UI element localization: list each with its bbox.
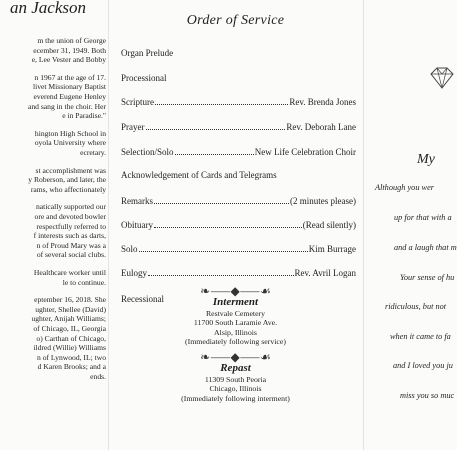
tribute-line: and a laugh that m	[394, 243, 457, 252]
repast-line: Chicago, Illinois	[209, 384, 262, 394]
service-item	[121, 244, 356, 255]
order-of-service-panel	[108, 0, 363, 450]
dot-leader	[154, 196, 289, 204]
obituary-line: of Chicago, IL, Georgia	[33, 324, 106, 333]
repast-line: (Immediately following interment)	[181, 393, 290, 403]
tribute-line: Although you wer	[375, 183, 434, 192]
obituary-panel	[0, 0, 108, 450]
service-item-label: Organ Prelude	[121, 48, 174, 58]
tribute-line: when it came to fa	[390, 332, 451, 341]
obituary-line: le to continue.	[62, 277, 106, 287]
obituary-line: ildred (Willie) Williams	[33, 343, 106, 353]
service-item-label: Recessional	[121, 294, 164, 304]
service-item-label: Prayer	[121, 122, 145, 132]
interment-line: Restvale Cemetery	[205, 309, 266, 318]
service-item-label: Remarks	[121, 196, 153, 206]
dot-leader	[155, 97, 288, 105]
obituary-line: ore and devoted bowler	[34, 212, 106, 221]
dot-leader	[154, 220, 302, 228]
obituary-line: ecember 31, 1949. Both	[33, 45, 106, 55]
interment-line: Alsip, Illinois	[214, 327, 257, 337]
service-item	[121, 48, 356, 59]
obituary-line: f interests such as darts,	[33, 231, 106, 241]
repast-line: 11309 South Peoria	[204, 375, 267, 384]
flourish-ornament-top: ❧⸺◆⸺☙	[200, 284, 271, 298]
obituary-line: hington High School in	[34, 128, 106, 138]
flourish-ornament-middle: ❧⸺◆⸺☙	[200, 350, 271, 364]
service-item-participant: Rev. Deborah Lane	[286, 122, 356, 132]
repast-heading: Repast	[220, 362, 251, 374]
obituary-line: n 1967 at the age of 17.	[34, 72, 106, 82]
interment-line: 11700 South Laramie Ave.	[193, 318, 278, 328]
service-item-participant: (Read silently)	[302, 220, 356, 230]
service-item	[121, 73, 356, 84]
service-item-label: Eulogy	[121, 268, 147, 278]
service-item	[121, 97, 356, 108]
obituary-line: ends.	[90, 372, 106, 381]
service-item-label: Processional	[121, 73, 167, 83]
service-item-label: Selection/Solo	[121, 147, 174, 157]
obituary-line: rams, who affectionately	[30, 184, 106, 194]
service-item-participant: (2 minutes please)	[290, 196, 356, 206]
diamond-emblem-icon	[427, 62, 457, 92]
dot-leader	[146, 122, 286, 130]
obituary-line: n of Lynwood, IL; two	[37, 352, 106, 362]
obituary-line: of several social clubs.	[36, 250, 106, 260]
obituary-line: o) Carthan of Chicago,	[36, 333, 106, 343]
service-item-label: Scripture	[121, 97, 154, 107]
service-item	[121, 147, 356, 158]
tribute-title: My	[417, 152, 435, 167]
obituary-line: y Roberson, and later, the	[28, 175, 106, 185]
service-item	[121, 220, 356, 231]
obituary-line: st accomplishment was	[35, 165, 106, 175]
obituary-line: ecretary.	[80, 148, 106, 157]
tribute-line: Your sense of hu	[400, 273, 455, 282]
service-item	[121, 196, 356, 207]
service-item-participant: New Life Celebration Choir	[254, 147, 356, 157]
obituary-line: e in Paradise."	[62, 111, 106, 121]
obituary-line: and sang in the choir. Her	[27, 101, 106, 111]
dot-leader	[148, 268, 294, 276]
obituary-line: e, Lee Vester and Bobby	[31, 55, 106, 65]
service-item-label: Solo	[121, 244, 138, 254]
obituary-line: oyola University where	[34, 138, 106, 148]
interment-heading: Interment	[212, 296, 259, 308]
obituary-line: d Karen Brooks; and a	[37, 362, 106, 372]
obituary-line: ughter, Anijah Williams;	[31, 314, 106, 324]
obituary-line: n of Proud Mary was a	[36, 240, 106, 250]
obituary-line: ughter, Shellee (David)	[35, 304, 106, 314]
service-item-participant: Rev. Brenda Jones	[289, 97, 356, 107]
dot-leader	[139, 244, 308, 252]
service-item	[121, 268, 356, 279]
obituary-line: m the union of George	[37, 36, 106, 45]
obituary-line: Healthcare worker until	[33, 268, 106, 277]
tribute-line: ridiculous, but not	[385, 302, 447, 311]
service-item-label: Obituary	[121, 220, 153, 230]
dot-leader	[175, 147, 254, 155]
service-item	[121, 170, 356, 181]
obituary-line: respectfully referred to	[36, 221, 106, 231]
order-of-service-title: Order of Service	[186, 13, 285, 28]
tribute-line: up for that with a	[394, 213, 452, 222]
obituary-line: eptember 16, 2018. She	[34, 295, 106, 305]
tribute-panel	[363, 0, 457, 450]
tribute-line: and I loved you ju	[393, 361, 453, 370]
service-item-label: Acknowledgement of Cards and Telegrams	[121, 170, 277, 180]
service-item	[121, 122, 356, 133]
obituary-line: everend Eugene Henley	[33, 92, 106, 101]
obituary-line: livet Missionary Baptist	[33, 82, 106, 92]
tribute-line: miss you so muc	[400, 391, 455, 400]
interment-line: (Immediately following service)	[185, 336, 286, 346]
obituary-title: an Jackson	[9, 0, 86, 17]
obituary-line: natically supported our	[35, 202, 106, 212]
service-item-participant: Kim Burrage	[308, 244, 356, 254]
service-item-participant: Rev. Avril Logan	[294, 268, 356, 278]
